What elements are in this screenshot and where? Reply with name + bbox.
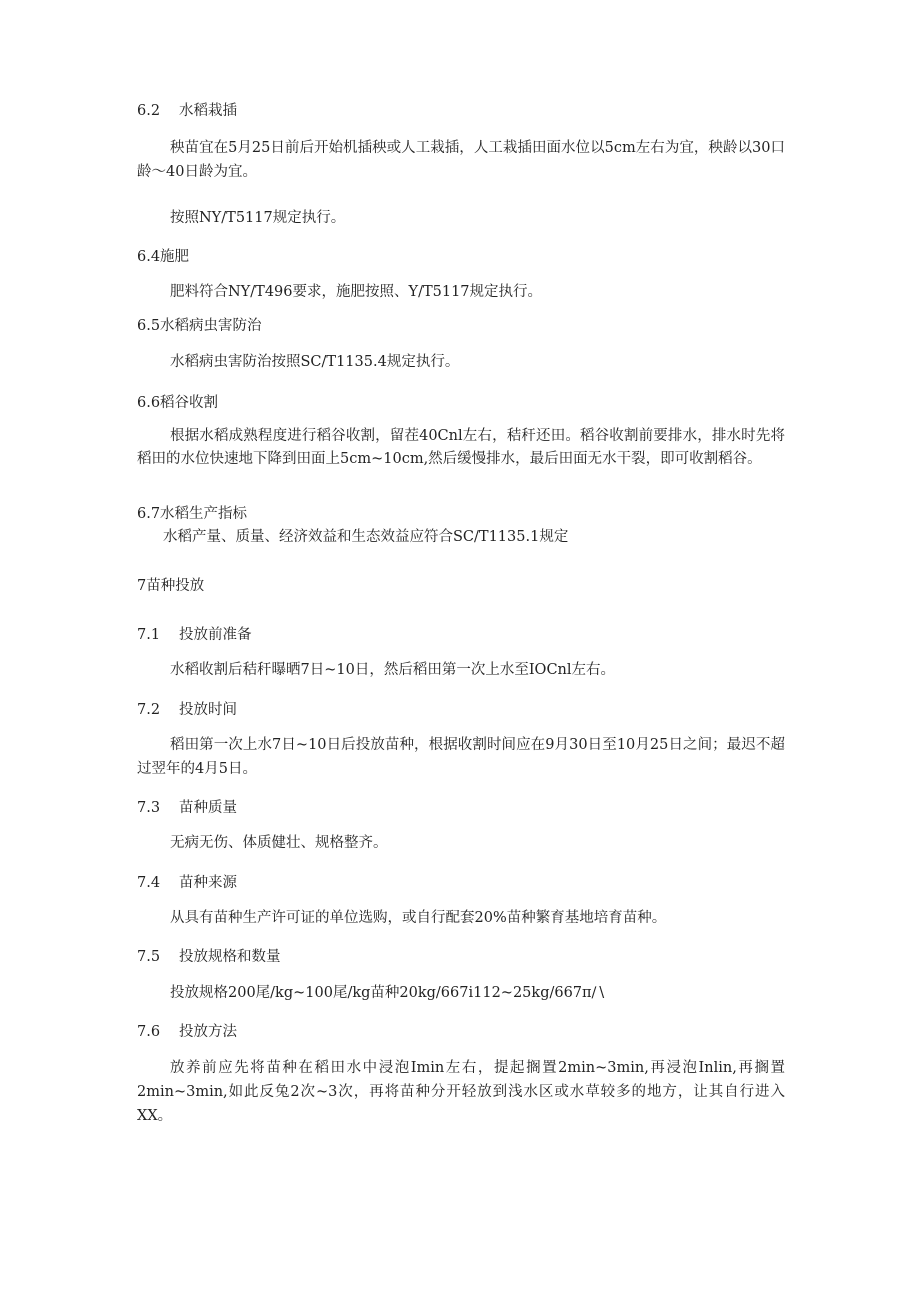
section-6-2-heading <box>137 101 237 121</box>
section-7-5-heading <box>137 947 281 967</box>
section-7-2-body: 稻田第一次上水7日~10日后投放苗种，根据收割时间应在9月30日至10月25日之间；最迟不超过翌年的4月5日。 <box>137 737 785 777</box>
section-6-7-heading: 6.7水稻生产指标 <box>137 506 248 522</box>
section-number: 7.6 <box>137 1024 161 1040</box>
section-6-7-body: 水稻产量、质量、经济效益和生态效益应符合SC/T1135.1规定 <box>163 529 569 545</box>
section-6-6-body: 根据水稻成熟程度进行稻谷收割，留茬40Cnl左右，秸秆还田。稻谷收割前要排水，排水时先将稻田的水位快速地下降到田面上5cm~10cm,然后缓慢排水，最后田面无水干裂，即可收割稻谷。 <box>137 428 785 467</box>
section-number: 7.3 <box>137 800 161 816</box>
section-title: 苗种质量 <box>179 800 237 816</box>
section-number: 7.1 <box>137 627 161 643</box>
section-7-4-body: 从具有苗种生产许可证的单位选购，或自行配套20%苗种繁育基地培育苗种。 <box>170 910 667 926</box>
section-7-2-heading <box>137 700 237 720</box>
section-6-3-body: 按照NY/T5117规定执行。 <box>170 210 346 226</box>
section-7-5-body: 投放规格200尾/kg~100尾/kg苗种20kg/667i112~25kg/667π∕∖ <box>170 985 606 1001</box>
section-6-4-body: 肥料符合NY/T496要求，施肥按照、Y/T5117规定执行。 <box>170 284 543 300</box>
section-6-5-body: 水稻病虫害防治按照SC/T1135.4规定执行。 <box>170 354 460 370</box>
section-title: 投放前准备 <box>179 627 252 643</box>
section-title: 投放方法 <box>179 1024 237 1040</box>
section-6-2-body: 秧苗宜在5月25日前后开始机插秧或人工栽插，人工栽插田面水位以5cm左右为宜，秧龄以30口龄～40日龄为宜。 <box>137 140 785 180</box>
section-6-4-heading: 6.4施肥 <box>137 249 190 265</box>
section-title: 苗种来源 <box>179 875 237 891</box>
section-7-6-heading <box>137 1022 237 1042</box>
section-7-1-body: 水稻收割后秸秆曝晒7日~10日，然后稻田第一次上水至IOCnl左右。 <box>170 662 616 678</box>
section-7-heading: 7苗种投放 <box>137 578 205 594</box>
section-number: 7.4 <box>137 875 161 891</box>
section-7-1-heading <box>137 625 252 645</box>
section-7-6-body: 放养前应先将苗种在稻田水中浸泡Imin左右，提起搁置2min~3min,再浸泡Inlin,再搁置2min~3min,如此反兔2次~3次，再将苗种分开轻放到浅水区或水草较多的地方，让其自行进入XX。 <box>137 1060 785 1124</box>
section-7-3-body: 无病无伤、体质健壮、规格整齐。 <box>170 835 388 851</box>
section-7-4-heading <box>137 873 237 893</box>
section-6-6-heading: 6.6稻谷收割 <box>137 395 219 411</box>
section-title: 投放规格和数量 <box>179 949 281 965</box>
section-number: 7.2 <box>137 702 161 718</box>
section-title: 投放时间 <box>179 702 237 718</box>
section-title: 水稻栽插 <box>179 103 237 119</box>
section-7-3-heading <box>137 798 237 818</box>
section-number: 7.5 <box>137 949 161 965</box>
section-6-5-heading: 6.5水稻病虫害防治 <box>137 318 262 334</box>
section-number: 6.2 <box>137 103 161 119</box>
